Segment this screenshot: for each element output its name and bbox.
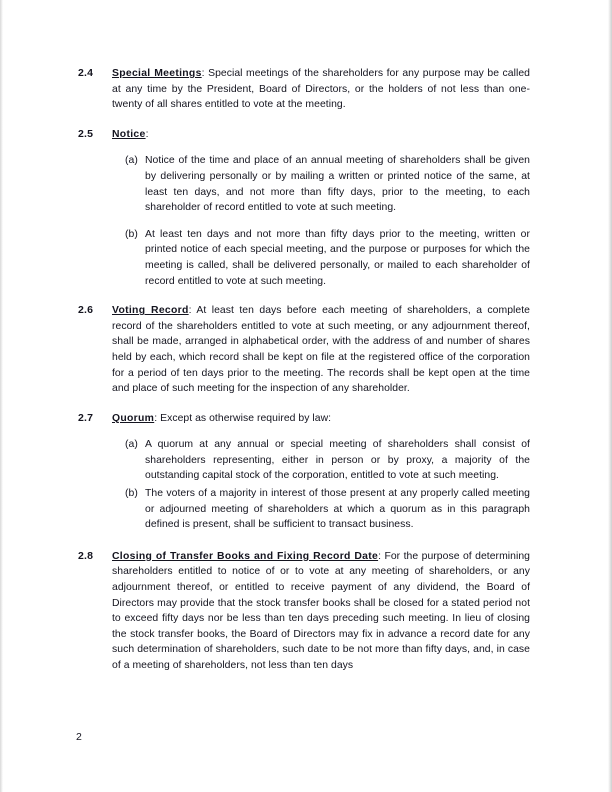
clause-sublist [112, 437, 530, 533]
clause-text [112, 303, 530, 397]
clause-heading: Notice [112, 128, 146, 140]
clause-heading: Voting Record [112, 305, 189, 317]
clause-heading: Quorum [112, 412, 155, 424]
clause-body-text: : Except as otherwise required by law: [154, 412, 332, 424]
list-item [112, 153, 530, 215]
clause-2-7 [78, 411, 530, 535]
clause-text [112, 411, 530, 535]
clause-text [112, 66, 530, 113]
clause-number: 2.8 [78, 549, 94, 562]
list-item [112, 437, 530, 484]
clause-2-4 [78, 66, 530, 113]
clause-body-text: : Special meetings of the shareholders for any purpose may be called at any time by the President, Board of Directors, or the holders of not less than one-twenty of all shares entitled to vote at the meeting. [112, 68, 530, 111]
clause-heading: Closing of Transfer Books and Fixing Record Date [112, 550, 379, 562]
list-item-label: (b) [125, 488, 138, 500]
list-item-text: A quorum at any annual or special meeting of shareholders shall consist of shareholders representing, either in person or by proxy, a majority of the outstanding capital stock of the corporation, entitled to vote at such meeting. [145, 439, 530, 482]
clause-text [112, 549, 530, 674]
list-item-label: (a) [125, 439, 138, 451]
clause-2-8 [78, 549, 530, 674]
list-item-text: Notice of the time and place of an annual meeting of shareholders shall be given by delivering personally or by mailing a written or printed notice of the same, at least ten days, and not more than fifty days, prior to the meeting, to each shareholder of record entitled to vote at such meeting. [145, 155, 530, 214]
clause-number: 2.6 [78, 304, 94, 317]
list-item-label: (b) [125, 228, 138, 240]
clause-heading: Special Meetings [112, 68, 202, 79]
clause-2-5 [78, 127, 530, 289]
clause-body-text: : [145, 128, 149, 140]
clause-body-text: : At least ten days before each meeting of shareholders, a complete record of the shareholders entitled to vote at such meeting, or any adjournment thereof, shall be made, arranged in alphabetical order, with the address of and number of shares held by each, which record shall be kept on file at the registered office of the corporation for a period of ten days prior to the meeting. The records shall be kept open at the time and place of such meeting for the inspection of any shareholder. [112, 305, 530, 395]
clause-text [112, 127, 530, 289]
clause-number: 2.7 [78, 411, 94, 424]
clause-body-text: : For the purpose of determining shareholders entitled to notice of or to vote at any meeting of shareholders, or any adjournment thereof, or entitled to receive payment of any dividend, the Board of Directors may provide that the stock transfer books shall be closed for a stated period not to exceed fifty days nor be less than ten days preceding such meeting. In lieu of closing the stock transfer books, the Board of Directors may fix in advance a record date for any such determination of shareholders, such date to be not more than fifty days, and, in case of a meeting of shareholders, not less than ten days [112, 550, 530, 671]
list-item [112, 227, 530, 289]
list-item-label: (a) [125, 155, 138, 167]
clause-sublist [112, 153, 530, 289]
clause-2-6 [78, 303, 530, 397]
list-item-text: The voters of a majority in interest of those present at any properly called meeting or adjourned meeting of shareholders at which a quorum as in this paragraph defined is present, shall be sufficient to transact business. [145, 488, 530, 531]
clause-number: 2.4 [78, 67, 94, 79]
page-content [78, 66, 530, 688]
list-item [112, 486, 530, 533]
list-item-text: At least ten days and not more than fifty days prior to the meeting, written or printed notice of each special meeting, and the purpose or purposes for which the meeting is called, shall be delivered personally, or mailed to each shareholder of record entitled to vote at such meeting. [145, 228, 530, 287]
page-number: 2 [76, 731, 82, 743]
clause-number: 2.5 [78, 127, 94, 140]
